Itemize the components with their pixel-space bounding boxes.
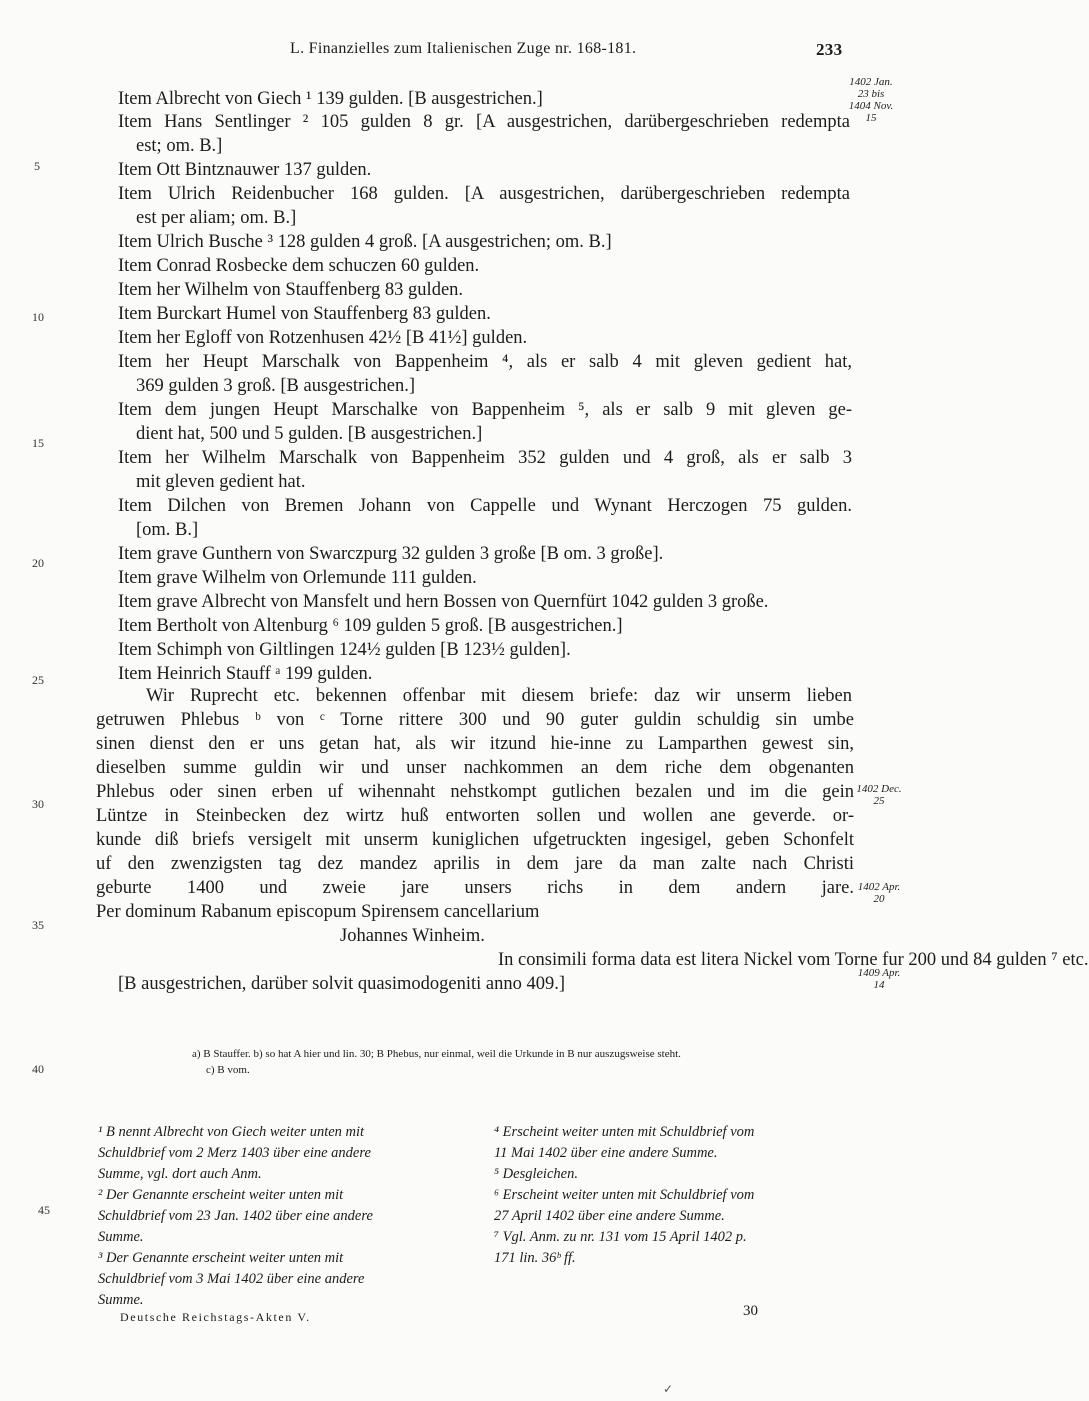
text-line: [om. B.] xyxy=(136,520,199,540)
margin-date-note: 1402 Apr. 20 xyxy=(857,881,901,905)
margin-date-note: 1402 Dec. 25 xyxy=(856,783,902,807)
text-line: sinen dienst den er uns getan hat, als wir itzund hie-inne zu Lamparthen gewest sin, xyxy=(96,734,854,754)
variant-note-1: a) B Stauffer. b) so hat A hier und lin. 30; B Phebus, nur einmal, weil die Urkunde in B nur auszugsweise steht. xyxy=(192,1048,681,1060)
margin-date-note: 1402 Jan. 23 bis 1404 Nov. 15 xyxy=(848,76,894,124)
text-line: Item Dilchen von Bremen Johann von Cappelle und Wynant Herczogen 75 gulden. xyxy=(118,496,852,516)
text-line: Item Schimph von Giltlingen 124½ gulden [B 123½ gulden]. xyxy=(118,640,571,660)
text-line: Wir Ruprecht etc. bekennen offenbar mit diesem briefe: daz wir unserm lieben xyxy=(146,686,852,706)
text-line: Item her Heupt Marschalk von Bappenheim ⁴, als er salb 4 mit gleven gedient hat, xyxy=(118,352,852,372)
text-line: Per dominum Rabanum episcopum Spirensem cancellarium xyxy=(96,902,540,922)
text-line: Item Burckart Humel von Stauffenberg 83 gulden. xyxy=(118,304,491,324)
text-line: 369 gulden 3 groß. [B ausgestrichen.] xyxy=(136,376,415,396)
text-line: Phlebus oder sinen erben uf wihennaht nehstkompt gutlichen bezalen und im die gein xyxy=(96,782,854,802)
line-number: 20 xyxy=(32,556,44,570)
footnote-line: ⁷ Vgl. Anm. zu nr. 131 vom 15 April 1402 p. xyxy=(494,1229,747,1245)
page-number: 233 xyxy=(816,40,843,59)
text-line: Item Hans Sentlinger ² 105 gulden 8 gr. [A ausgestrichen, darübergeschrieben redempta xyxy=(118,112,850,132)
footnote-line: 11 Mai 1402 über eine andere Summe. xyxy=(494,1145,718,1161)
text-line: In consimili forma data est litera Nickel vom Torne fur 200 und 84 gulden ⁷ etc. xyxy=(498,950,1089,970)
footnote-line: ³ Der Genannte erscheint weiter unten mit xyxy=(98,1250,344,1266)
text-line: Item Albrecht von Giech ¹ 139 gulden. [B ausgestrichen.] xyxy=(118,89,543,109)
text-line: Item grave Gunthern von Swarczpurg 32 gulden 3 große [B om. 3 große]. xyxy=(118,544,664,564)
footnote-line: Summe. xyxy=(98,1292,144,1308)
text-line: Lüntze in Steinbecken dez wirtz huß entworten sollen und wollen ane geverde. or- xyxy=(96,806,854,826)
text-line: est per aliam; om. B.] xyxy=(136,208,297,228)
series-footer: Deutsche Reichstags-Akten V. xyxy=(120,1310,311,1324)
text-line: [B ausgestrichen, darüber solvit quasimodogeniti anno 409.] xyxy=(118,974,565,994)
sheet-signature: 30 xyxy=(743,1303,758,1319)
footnote-line: Schuldbrief vom 23 Jan. 1402 über eine andere xyxy=(98,1208,373,1224)
line-number: 10 xyxy=(32,310,44,324)
text-line: Item grave Albrecht von Mansfelt und hern Bossen von Quernfürt 1042 gulden 3 große. xyxy=(118,592,769,612)
footnote-line: Summe. xyxy=(98,1229,144,1245)
text-line: Item grave Wilhelm von Orlemunde 111 gulden. xyxy=(118,568,477,588)
line-number: 40 xyxy=(32,1062,44,1076)
text-line: dieselben summe guldin wir und unser nachkommen an dem riche dem obgenanten xyxy=(96,758,854,778)
text-line: getruwen Phlebus ᵇ von ᶜ Torne rittere 300 und 90 guter guldin schuldig sin umbe xyxy=(96,710,854,730)
text-line: dient hat, 500 und 5 gulden. [B ausgestrichen.] xyxy=(136,424,483,444)
line-number: 5 xyxy=(34,159,40,173)
line-number: 35 xyxy=(32,918,44,932)
footnote-line: ¹ B nennt Albrecht von Giech weiter unten mit xyxy=(98,1124,365,1140)
footnote-line: Schuldbrief vom 3 Mai 1402 über eine andere xyxy=(98,1271,365,1287)
line-number: 15 xyxy=(32,436,44,450)
line-number: 25 xyxy=(32,673,44,687)
text-line: Item her Egloff von Rotzenhusen 42½ [B 41½] gulden. xyxy=(118,328,528,348)
text-line: kunde diß briefs versigelt mit unserm kuniglichen ufgetruckten ingesigel, geben Schonfelt xyxy=(96,830,854,850)
text-line: est; om. B.] xyxy=(136,136,223,156)
footnote-line: Schuldbrief vom 2 Merz 1403 über eine andere xyxy=(98,1145,371,1161)
running-title: L. Finanzielles zum Italienischen Zuge nr. 168-181. xyxy=(290,40,637,57)
text-line: geburte 1400 und zweie jare unsers richs in dem andern jare. xyxy=(96,878,854,898)
footnote-line: ⁴ Erscheint weiter unten mit Schuldbrief vom xyxy=(494,1124,755,1140)
variant-note-2: c) B vom. xyxy=(206,1064,250,1076)
text-line: Johannes Winheim. xyxy=(340,926,485,946)
footnote-line: 171 lin. 36ᵇ ff. xyxy=(494,1250,576,1266)
footnote-line: ⁶ Erscheint weiter unten mit Schuldbrief vom xyxy=(494,1187,755,1203)
text-line: Item Ulrich Busche ³ 128 gulden 4 groß. [A ausgestrichen; om. B.] xyxy=(118,232,612,252)
tick-mark: ✓ xyxy=(663,1382,674,1396)
line-number: 30 xyxy=(32,797,44,811)
footnote-line: Summe, vgl. dort auch Anm. xyxy=(98,1166,262,1182)
text-line: mit gleven gedient hat. xyxy=(136,472,306,492)
line-number: 45 xyxy=(38,1203,50,1217)
text-line: Item Ulrich Reidenbucher 168 gulden. [A ausgestrichen, darübergeschrieben redempta xyxy=(118,184,850,204)
text-line: uf den zwenzigsten tag dez mandez aprilis in dem jare da man zalte nach Christi xyxy=(96,854,854,874)
text-line: Item dem jungen Heupt Marschalke von Bappenheim ⁵, als er salb 9 mit gleven ge- xyxy=(118,400,852,420)
text-line: Item her Wilhelm Marschalk von Bappenheim 352 gulden und 4 groß, als er salb 3 xyxy=(118,448,852,468)
text-line: Item Bertholt von Altenburg ⁶ 109 gulden 5 groß. [B ausgestrichen.] xyxy=(118,616,623,636)
margin-date-note: 1409 Apr. 14 xyxy=(857,967,901,991)
footnote-line: ⁵ Desgleichen. xyxy=(494,1166,578,1182)
text-line: Item Heinrich Stauff ᵃ 199 gulden. xyxy=(118,664,373,684)
text-line: Item Conrad Rosbecke dem schuczen 60 gulden. xyxy=(118,256,480,276)
footnote-line: ² Der Genannte erscheint weiter unten mit xyxy=(98,1187,344,1203)
footnote-line: 27 April 1402 über eine andere Summe. xyxy=(494,1208,725,1224)
text-line: Item her Wilhelm von Stauffenberg 83 gulden. xyxy=(118,280,464,300)
text-line: Item Ott Bintznauwer 137 gulden. xyxy=(118,160,372,180)
